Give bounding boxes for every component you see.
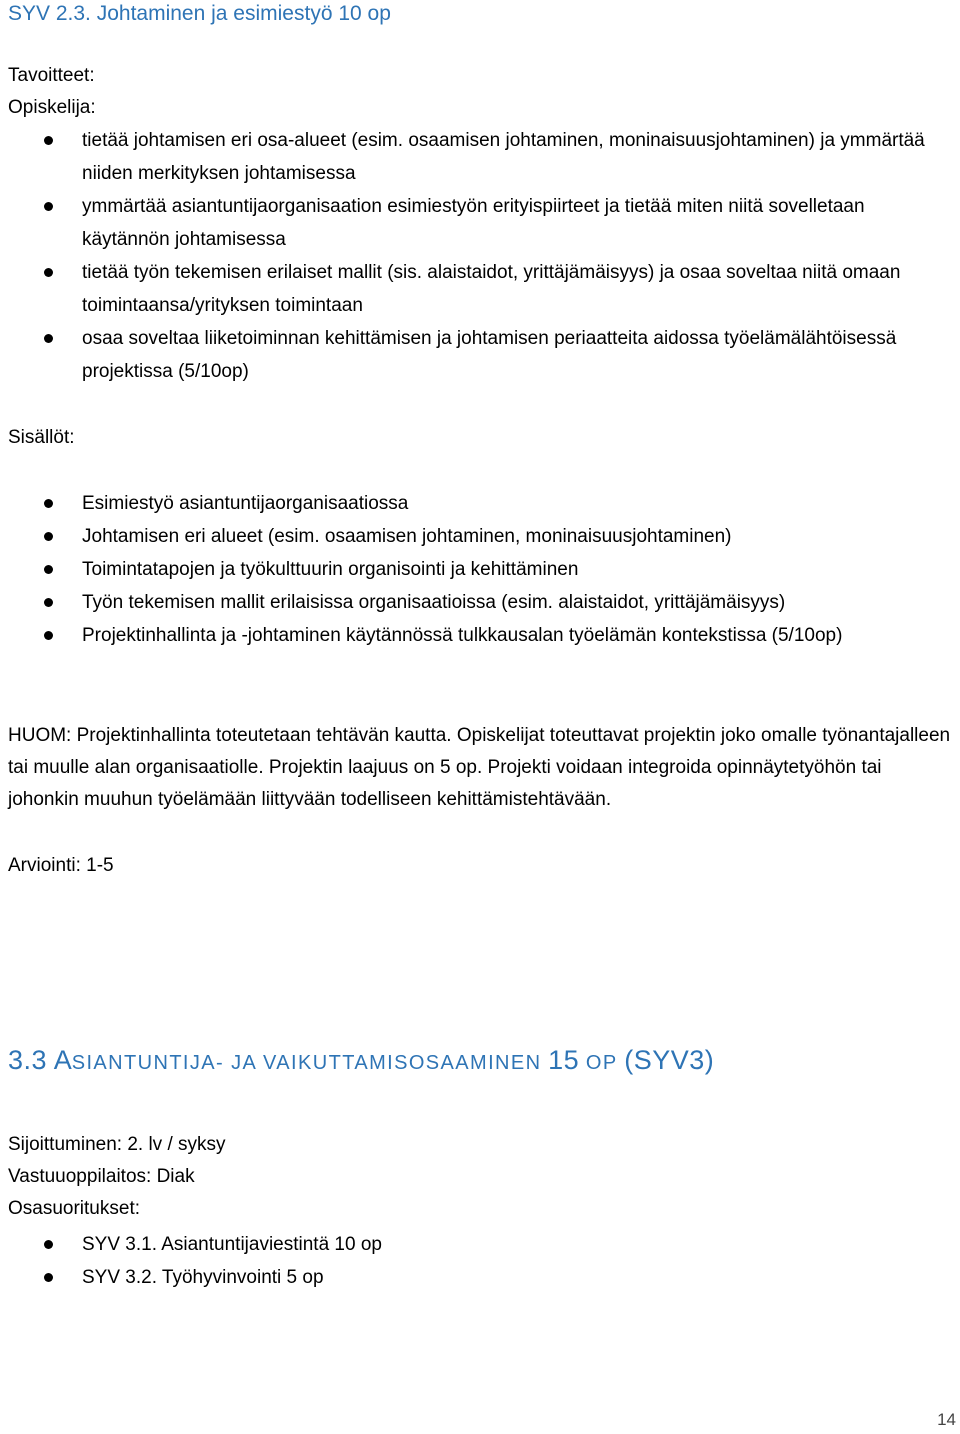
course-heading: SYV 2.3. Johtaminen ja esimiestyö 10 op bbox=[8, 2, 391, 25]
bullet-icon bbox=[44, 1273, 53, 1282]
subcourses-label: Osasuoritukset: bbox=[8, 1198, 140, 1219]
contents-list bbox=[0, 487, 960, 652]
bullet-icon bbox=[44, 631, 53, 640]
section-title-subtitle: JA VAIKUTTAMISOSAAMINEN bbox=[231, 1052, 542, 1074]
subcourse-text: SYV 3.2. Työhyvinvointi 5 op bbox=[82, 1267, 324, 1288]
goals-list bbox=[0, 124, 960, 388]
goal-text: tietää johtamisen eri osa-alueet (esim. osaamisen johtaminen, moninaisuusjohtaminen) ja ymmärtää niiden merkityksen johtamisessa bbox=[82, 130, 925, 184]
goal-text: tietää työn tekemisen erilaiset mallit (sis. alaistaidot, yrittäjämäisyys) ja osaa soveltaa niitä omaan toimintaansa/yrityksen toimintaan bbox=[82, 262, 901, 316]
list-item bbox=[0, 487, 960, 520]
page-number: 14 bbox=[937, 1410, 956, 1429]
bullet-icon bbox=[44, 499, 53, 508]
bullet-icon bbox=[44, 136, 53, 145]
subcourses-list bbox=[0, 1228, 960, 1294]
contents-label: Sisällöt: bbox=[8, 427, 75, 448]
section-title-dash: - bbox=[216, 1052, 232, 1074]
list-item bbox=[0, 322, 960, 388]
bullet-icon bbox=[44, 598, 53, 607]
list-item bbox=[0, 1261, 960, 1294]
section-number: 3.3 bbox=[8, 1045, 48, 1075]
bullet-icon bbox=[44, 334, 53, 343]
student-label: Opiskelija: bbox=[8, 97, 96, 118]
goal-text: ymmärtää asiantuntijaorganisaation esimiestyön erityispiirteet ja tietää miten niitä sovelletaan käytännön johtamisessa bbox=[82, 196, 865, 250]
list-item bbox=[0, 256, 960, 322]
content-text: Johtamisen eri alueet (esim. osaamisen johtaminen, moninaisuusjohtaminen) bbox=[82, 526, 732, 547]
list-item bbox=[0, 586, 960, 619]
assessment-text: Arviointi: 1-5 bbox=[8, 855, 114, 876]
subcourse-text: SYV 3.1. Asiantuntijaviestintä 10 op bbox=[82, 1234, 382, 1255]
list-item bbox=[0, 190, 960, 256]
section-credits-number: 15 bbox=[548, 1045, 580, 1075]
section-credits-unit: OP bbox=[585, 1052, 618, 1074]
list-item bbox=[0, 520, 960, 553]
section-code: (SYV3) bbox=[624, 1045, 715, 1075]
bullet-icon bbox=[44, 202, 53, 211]
content-text: Toimintatapojen ja työkulttuurin organisointi ja kehittäminen bbox=[82, 559, 579, 580]
content-text: Esimiestyö asiantuntijaorganisaatiossa bbox=[82, 493, 409, 514]
list-item bbox=[0, 124, 960, 190]
bullet-icon bbox=[44, 1240, 53, 1249]
bullet-icon bbox=[44, 532, 53, 541]
goals-label: Tavoitteet: bbox=[8, 65, 95, 86]
content-text: Projektinhallinta ja -johtaminen käytännössä tulkkausalan työelämän kontekstissa (5/10op) bbox=[82, 625, 843, 646]
content-text: Työn tekemisen mallit erilaisissa organisaatioissa (esim. alaistaidot, yrittäjämäisyys) bbox=[82, 592, 786, 613]
section-title-rest: SIANTUNTIJA bbox=[71, 1052, 217, 1074]
section-title-initial: A bbox=[53, 1045, 72, 1075]
list-item bbox=[0, 619, 960, 652]
placement-text: Sijoittuminen: 2. lv / syksy bbox=[8, 1134, 226, 1155]
bullet-icon bbox=[44, 268, 53, 277]
responsible-text: Vastuuoppilaitos: Diak bbox=[8, 1166, 195, 1187]
section-heading bbox=[8, 1040, 714, 1083]
goal-text: osaa soveltaa liiketoiminnan kehittämisen ja johtamisen periaatteita aidossa työelämälähtöisessä projektissa (5/10op) bbox=[82, 328, 897, 382]
bullet-icon bbox=[44, 565, 53, 574]
note-paragraph: HUOM: Projektinhallinta toteutetaan tehtävän kautta. Opiskelijat toteuttavat projektin joko omalle työnantajalleen tai muulle alan organisaatiolle. Projektin laajuus on 5 op. Projekti voidaan integroida opinnäytetyöhön tai johonkin muuhun työelämään liittyvään todelliseen kehittämistehtävään. bbox=[8, 725, 951, 810]
list-item bbox=[0, 553, 960, 586]
list-item bbox=[0, 1228, 960, 1261]
